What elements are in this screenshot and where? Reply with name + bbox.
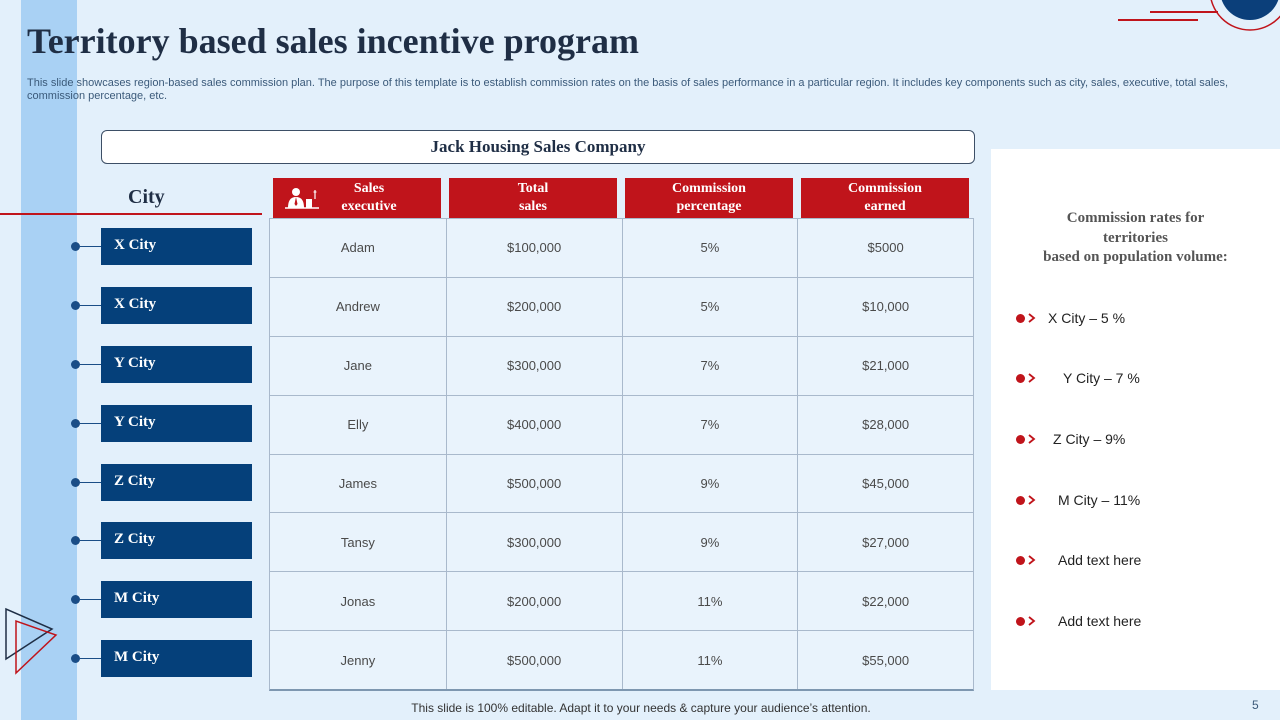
connector-dot [71,478,80,487]
rate-bullet [1016,490,1140,510]
cell-commission-percentage: 7% [622,396,798,454]
connector-line [80,482,101,483]
table-row [270,630,973,689]
connector-line [80,246,101,247]
city-label: Z City [101,522,252,559]
header-commission-percentage [621,178,797,218]
city-list-item [70,405,252,442]
rate-bullet [1016,429,1125,449]
bullet-dot-icon [1016,435,1025,444]
city-label: Y City [101,346,252,383]
cell-total-sales: $500,000 [446,455,622,513]
cell-commission-earned: $22,000 [797,572,973,630]
cell-commission-percentage: 11% [622,631,798,689]
city-label: X City [101,287,252,324]
cell-commission-percentage: 9% [622,513,798,571]
table-row [270,218,973,277]
cell-total-sales: $100,000 [446,219,622,277]
cell-total-sales: $300,000 [446,337,622,395]
table-row [270,336,973,395]
city-list-item [70,346,252,383]
city-list-item [70,581,252,618]
top-right-decoration [1110,0,1280,34]
bullet-dot-icon [1016,374,1025,383]
cell-total-sales: $500,000 [446,631,622,689]
connector-line [80,423,101,424]
city-list-item [70,640,252,677]
header-line: Commission [848,181,922,196]
bullet-dot-icon [1016,314,1025,323]
rate-bullet [1016,308,1125,328]
bullet-dot-icon [1016,556,1025,565]
header-sales-executive [269,178,445,218]
cell-sales-executive: Jane [343,358,372,374]
connector-dot [71,242,80,251]
cell-commission-earned: $5000 [797,219,973,277]
connector-line [80,599,101,600]
connector-line [80,364,101,365]
bullet-text: Y City – 7 % [1063,370,1140,386]
cell-total-sales: $200,000 [446,278,622,336]
page-number: 5 [1252,698,1259,712]
table-row [270,454,973,513]
cell-sales-executive: Adam [340,240,375,256]
cell-commission-percentage: 7% [622,337,798,395]
connector-dot [71,536,80,545]
left-triangle-decoration [4,605,60,677]
bullet-text: Add text here [1058,552,1142,568]
header-line: Total [517,181,549,196]
rate-bullet [1016,550,1141,570]
bullet-text: X City – 5 % [1048,310,1126,326]
cell-commission-earned: $45,000 [797,455,973,513]
table-row [270,395,973,454]
chevron-right-icon [1027,553,1037,567]
page-title: Territory based sales incentive program [27,21,639,61]
city-list-item [70,464,252,501]
header-line: executive [341,199,397,214]
connector-line [80,540,101,541]
city-label: M City [101,640,252,677]
chevron-right-icon [1027,614,1037,628]
connector-dot [71,301,80,310]
connector-line [80,305,101,306]
cell-commission-earned: $55,000 [797,631,973,689]
panel-heading [991,209,1280,268]
bullet-dot-icon [1016,617,1025,626]
table-body [269,218,974,691]
city-list-item [70,228,252,265]
panel-heading-line: based on population volume: [1043,249,1228,265]
cell-sales-executive: Andrew [335,299,380,315]
city-list-item [70,287,252,324]
table-header-row [269,178,974,218]
header-line: sales [518,199,547,214]
city-label: Y City [101,405,252,442]
connector-dot [71,595,80,604]
chevron-right-icon [1027,493,1037,507]
header-line: percentage [676,199,742,214]
table-row [270,277,973,336]
header-line: Commission [672,181,746,196]
header-commission-earned [797,178,973,218]
connector-line [80,658,101,659]
cell-commission-percentage: 5% [622,219,798,277]
header-line: earned [864,199,906,214]
chevron-right-icon [1027,432,1037,446]
cell-commission-percentage: 5% [622,278,798,336]
header-total-sales [445,178,621,218]
cell-total-sales: $400,000 [446,396,622,454]
salesperson-presenting-icon [285,187,319,209]
rate-bullet [1016,368,1140,388]
cell-sales-executive: James [338,476,378,491]
footer-note: This slide is 100% editable. Adapt it to your needs & capture your audience’s attention. [411,701,871,715]
commission-rates-panel [991,149,1280,690]
panel-heading-line: territories [1103,229,1168,246]
city-heading-rule [0,213,262,215]
bullet-text: Add text here [1058,613,1142,629]
city-label: M City [101,581,252,618]
cell-total-sales: $300,000 [446,513,622,571]
header-line: Sales [353,181,385,196]
connector-dot [71,419,80,428]
table-row [270,512,973,571]
cell-commission-earned: $27,000 [797,513,973,571]
cell-commission-earned: $21,000 [797,337,973,395]
rate-bullet [1016,611,1141,631]
cell-sales-executive: Jonas [340,593,376,609]
panel-heading-line: Commission rates for [1066,210,1205,226]
cell-sales-executive: Tansy [340,534,375,550]
cell-commission-percentage: 11% [622,572,798,630]
bullet-dot-icon [1016,496,1025,505]
bullet-text: M City – 11% [1058,492,1141,508]
slide-description: This slide showcases region-based sales commission plan. The purpose of this template is to establish commission rates on the basis of sales performance in a particular region. It includes key components such as city, sales, executive, total sales, commission percentage, etc. [27,77,1229,102]
chevron-right-icon [1027,311,1037,325]
chevron-right-icon [1027,371,1037,385]
connector-dot [71,360,80,369]
city-label: X City [101,228,252,265]
connector-dot [71,654,80,663]
company-name: Jack Housing Sales Company [430,137,646,156]
city-label: Z City [101,464,252,501]
cell-total-sales: $200,000 [446,572,622,630]
city-list-item [70,522,252,559]
cell-commission-earned: $28,000 [797,396,973,454]
table-row [270,571,973,630]
commission-table [269,178,974,691]
cell-sales-executive: Jenny [340,652,376,668]
cell-commission-percentage: 9% [622,455,798,513]
city-column-heading: City [128,186,165,208]
cell-commission-earned: $10,000 [797,278,973,336]
cell-sales-executive: Elly [347,417,369,433]
bullet-text: Z City – 9% [1053,431,1126,447]
company-title-box [101,130,975,164]
